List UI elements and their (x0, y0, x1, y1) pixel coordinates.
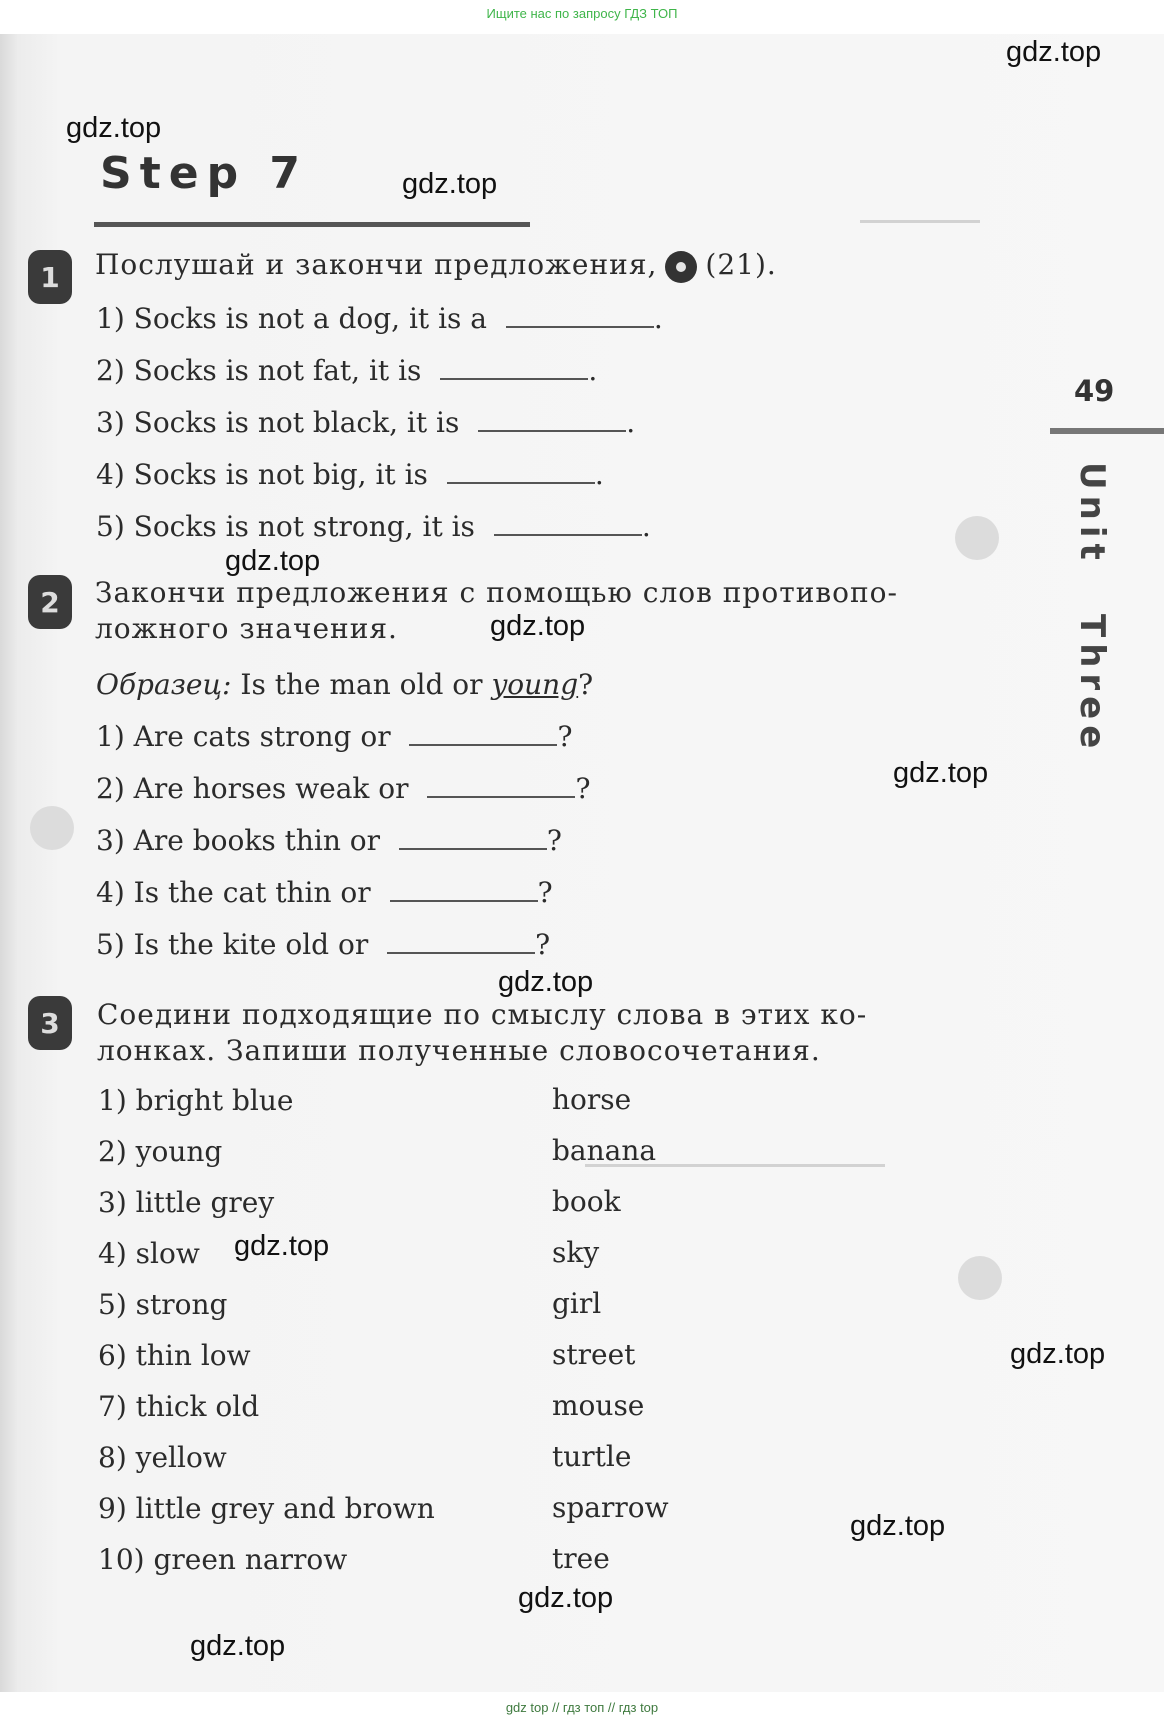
exercise-1-badge: 1 (28, 250, 72, 304)
watermark: gdz.top (402, 168, 498, 200)
right-column-item: girl (552, 1287, 602, 1320)
answer-blank[interactable] (387, 928, 535, 954)
watermark: gdz.top (234, 1230, 330, 1262)
exercise-2-item: 2) Are horses weak or ? (96, 772, 591, 805)
answer-blank[interactable] (447, 458, 595, 484)
right-column-item: mouse (552, 1389, 645, 1422)
exercise-1-item: 4) Socks is not big, it is . (96, 458, 604, 491)
show-through-badge (958, 1256, 1002, 1300)
instruction-text: Послушай и закончи предложения, (95, 248, 658, 281)
title-underline (94, 222, 530, 227)
audio-cd-icon (665, 251, 697, 283)
answer-blank[interactable] (440, 354, 588, 380)
unit-label (1072, 462, 1112, 754)
top-banner: Ищите нас по запросу ГДЗ ТОП (486, 6, 678, 21)
left-column-item: 7) thick old (98, 1390, 260, 1423)
exercise-1-instruction (95, 248, 777, 283)
right-column-item: sky (552, 1236, 600, 1269)
watermark: gdz.top (225, 545, 321, 577)
right-column-item: banana (552, 1134, 657, 1167)
watermark: gdz.top (1006, 36, 1102, 68)
exercise-2-instruction-line2: ложного значения. (95, 612, 398, 645)
exercise-2-item: 4) Is the cat thin or ? (96, 876, 553, 909)
watermark: gdz.top (190, 1630, 286, 1662)
example-label: Образец: (96, 668, 232, 701)
answer-blank[interactable] (478, 406, 626, 432)
right-column-item: sparrow (552, 1491, 669, 1524)
page-title: Step 7 (100, 148, 308, 199)
left-column-item: 10) green narrow (98, 1543, 348, 1576)
exercise-1-item: 3) Socks is not black, it is . (96, 406, 636, 439)
left-column-item: 8) yellow (98, 1441, 227, 1474)
left-column-item: 6) thin low (98, 1339, 251, 1372)
watermark: gdz.top (850, 1510, 946, 1542)
exercise-3-badge: 3 (28, 996, 72, 1050)
example-text: Is the man old or (240, 668, 483, 701)
show-through-line (860, 220, 980, 223)
right-column-item: turtle (552, 1440, 632, 1473)
watermark: gdz.top (490, 610, 586, 642)
answer-blank[interactable] (390, 876, 538, 902)
left-column-item: 3) little grey (98, 1186, 275, 1219)
exercise-1-item: 5) Socks is not strong, it is . (96, 510, 651, 543)
unit-label-word: Unit (1072, 462, 1112, 566)
right-column-item: horse (552, 1083, 632, 1116)
show-through-badge (30, 806, 74, 850)
answer-blank[interactable] (427, 772, 575, 798)
exercise-1-item: 2) Socks is not fat, it is . (96, 354, 598, 387)
page-number: 49 (1074, 374, 1115, 408)
answer-blank[interactable] (399, 824, 547, 850)
margin-rule (1050, 428, 1164, 434)
left-column-item: 2) young (98, 1135, 223, 1168)
exercise-3-instruction-line1: Соедини подходящие по смыслу слова в этих ко- (97, 998, 868, 1031)
answer-blank[interactable] (494, 510, 642, 536)
right-column-item: tree (552, 1542, 610, 1575)
exercise-2-badge: 2 (28, 575, 72, 629)
exercise-2-item: 5) Is the kite old or ? (96, 928, 551, 961)
right-column-item: book (552, 1185, 621, 1218)
exercise-2-item: 1) Are cats strong or ? (96, 720, 573, 753)
answer-blank[interactable] (506, 302, 654, 328)
bottom-banner: gdz top // гдз топ // гдз top (505, 1700, 659, 1715)
show-through-badge (955, 516, 999, 560)
watermark: gdz.top (1010, 1338, 1106, 1370)
exercise-2-item: 3) Are books thin or ? (96, 824, 562, 857)
left-column-item: 4) slow (98, 1237, 200, 1270)
left-column-item: 1) bright blue (98, 1084, 294, 1117)
exercise-3-instruction-line2: лонках. Запиши полученные словосочетания. (97, 1034, 821, 1067)
exercise-1-item: 1) Socks is not a dog, it is a . (96, 302, 663, 335)
exercise-2-example: Образец: Is the man old or young? (96, 668, 594, 701)
right-column-item: street (552, 1338, 636, 1371)
left-column-item: 9) little grey and brown (98, 1492, 435, 1525)
unit-label-number: Three (1072, 613, 1112, 754)
watermark: gdz.top (66, 112, 162, 144)
watermark: gdz.top (893, 757, 989, 789)
track-number: (21). (705, 248, 777, 281)
exercise-2-instruction-line1: Закончи предложения с помощью слов противопо- (95, 576, 898, 609)
left-column-item: 5) strong (98, 1288, 228, 1321)
example-answer: young (491, 668, 579, 701)
answer-blank[interactable] (409, 720, 557, 746)
watermark: gdz.top (498, 966, 594, 998)
watermark: gdz.top (518, 1582, 614, 1614)
